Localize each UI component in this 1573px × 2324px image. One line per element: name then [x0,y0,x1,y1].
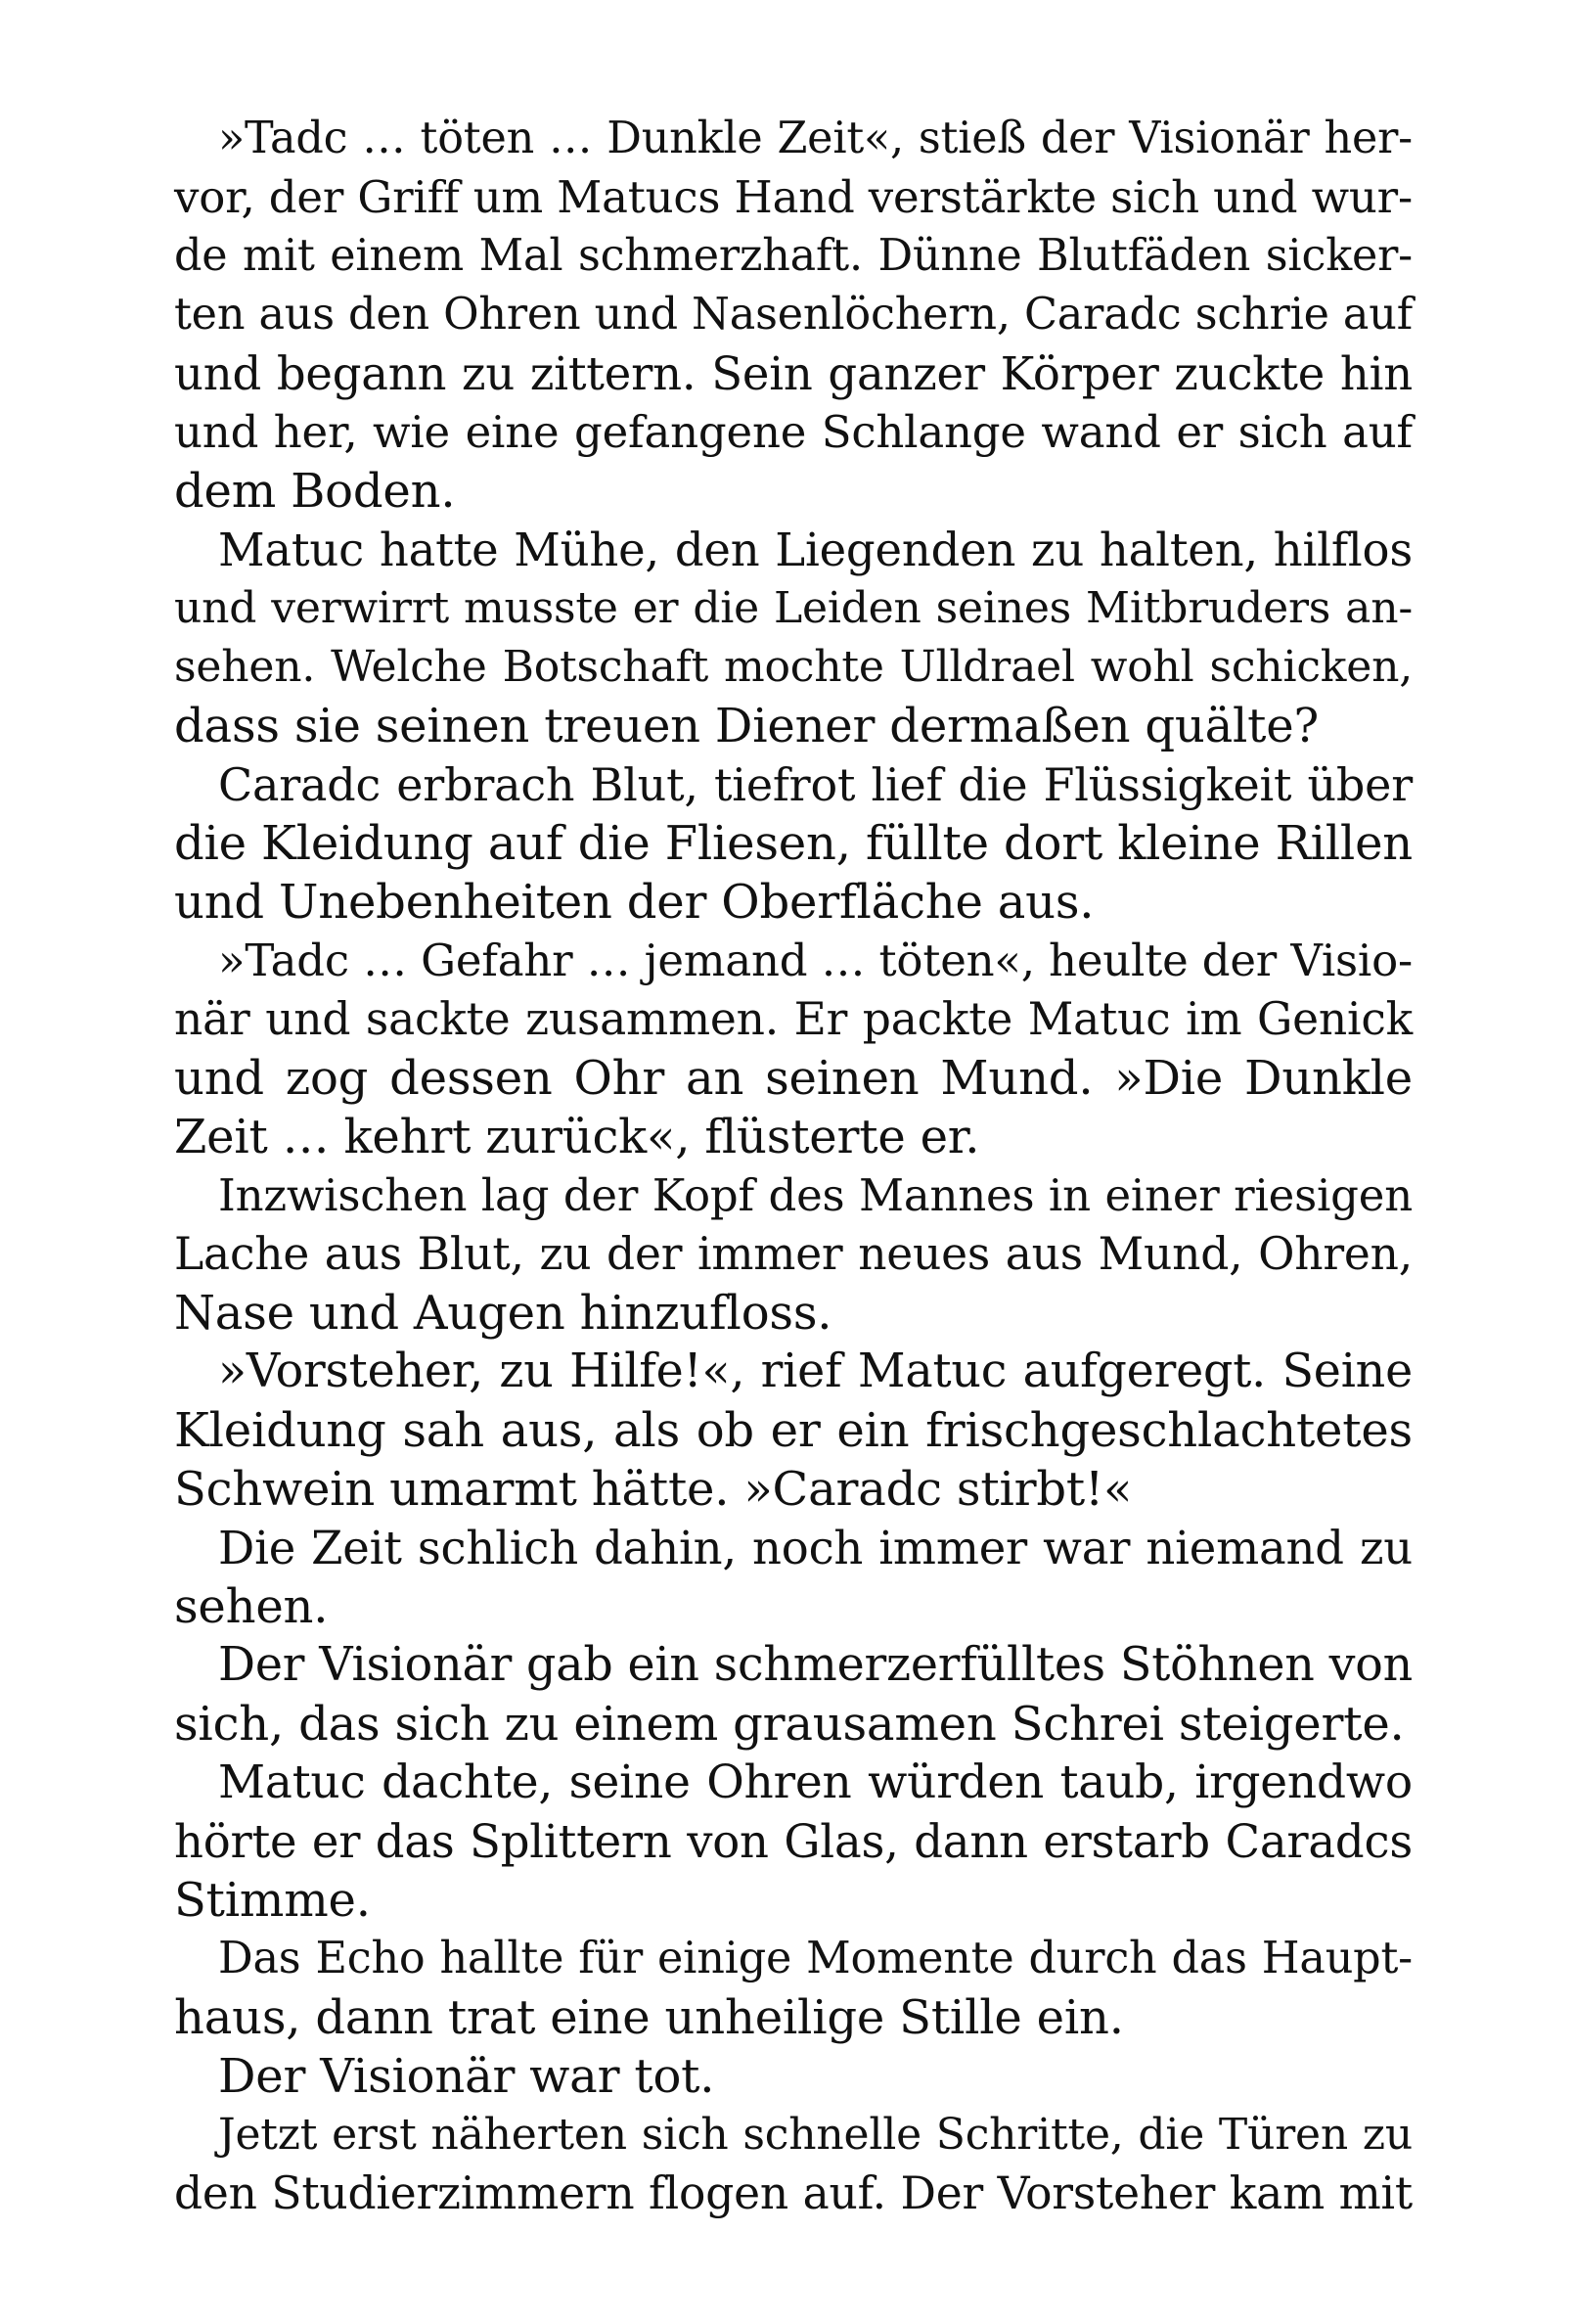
text-line: und begann zu zittern. Sein ganzer Körper zuckte hin [174,347,1413,400]
text-line: und zog dessen Ohr an seinen Mund. »Die Dunkle [174,1051,1413,1106]
text-line: Caradc erbrach Blut, tiefrot lief die Flüssigkeit über [218,758,1413,811]
text-line: Lache aus Blut, zu der immer neues aus Mund, Ohren, [174,1228,1413,1280]
text-line: Zeit … kehrt zurück«, flüsterte er. [174,1110,980,1164]
paragraph [174,2047,1413,2106]
text-line: sich, das sich zu einem grausamen Schrei steigerte. [174,1697,1405,1752]
text-line: »Vorsteher, zu Hilfe!«, rief Matuc aufgeregt. Seine [218,1344,1413,1398]
text-line: dass sie seinen treuen Diener dermaßen quälte? [174,699,1319,753]
text-line: Stimme. [174,1873,371,1928]
paragraph [174,755,1413,932]
paragraph [174,521,1413,755]
book-page [174,110,1413,2223]
text-line: Schwein umarmt hätte. »Caradc stirbt!« [174,1462,1133,1517]
text-line: Das Echo hallte für einige Momente durch das Haupt- [218,1934,1413,1983]
text-line: den Studierzimmern flogen auf. Der Vorsteher kam mit [174,2167,1413,2219]
text-line: ten aus den Ohren und Nasenlöchern, Caradc schrie auf [174,290,1413,340]
text-line: Matuc dachte, seine Ohren würden taub, irgendwo [218,1755,1413,1809]
text-line: dem Boden. [174,464,456,519]
text-line: Jetzt erst näherten sich schnelle Schritte, die Türen zu [218,2110,1413,2160]
text-line: und Unebenheiten der Oberfläche aus. [174,875,1095,930]
paragraph [174,1636,1413,1754]
text-line: vor, der Griff um Matucs Hand verstärkte sich und wur- [174,171,1413,223]
paragraph [174,110,1413,521]
text-line: haus, dann trat eine unheilige Stille ein. [174,1990,1124,2045]
paragraph [174,2106,1413,2223]
paragraph [174,932,1413,1166]
paragraph [174,1519,1413,1636]
text-line: »Tadc … Gefahr … jemand … töten«, heulte der Visio- [218,934,1413,986]
text-line: sehen. [174,1579,329,1634]
text-line: Der Visionär gab ein schmerzerfülltes Stöhnen von [218,1638,1413,1692]
text-line: »Tadc … töten … Dunkle Zeit«, stieß der Visionär her- [218,114,1413,163]
paragraph [174,1343,1413,1519]
text-line: de mit einem Mal schmerzhaft. Dünne Blutfäden sicker- [174,231,1413,281]
text-line: Matuc hatte Mühe, den Liegenden zu halten, hilflos [218,524,1413,576]
text-line: Kleidung sah aus, als ob er ein frischgeschlachtetes [174,1403,1413,1458]
text-line: sehen. Welche Botschaft mochte Ulldrael wohl schicken, [174,642,1413,692]
text-line: hörte er das Splittern von Glas, dann erstarb Caradcs [174,1815,1413,1868]
text-line: Nase und Augen hinzufloss. [174,1286,832,1341]
text-line: und her, wie eine gefangene Schlange wand er sich auf [174,406,1413,458]
text-line: Inzwischen lag der Kopf des Mannes in einer riesigen [218,1169,1413,1221]
paragraph [174,1930,1413,2047]
text-line: die Kleidung auf die Fliesen, füllte dort kleine Rillen [174,816,1413,871]
text-line: Die Zeit schlich dahin, noch immer war niemand zu [218,1522,1413,1574]
paragraph [174,1166,1413,1343]
text-line: Der Visionär war tot. [218,2049,715,2104]
paragraph [174,1754,1413,1930]
text-line: und verwirrt musste er die Leiden seines Mitbruders an- [174,583,1413,633]
text-line: när und sackte zusammen. Er packte Matuc im Genick [174,993,1413,1045]
